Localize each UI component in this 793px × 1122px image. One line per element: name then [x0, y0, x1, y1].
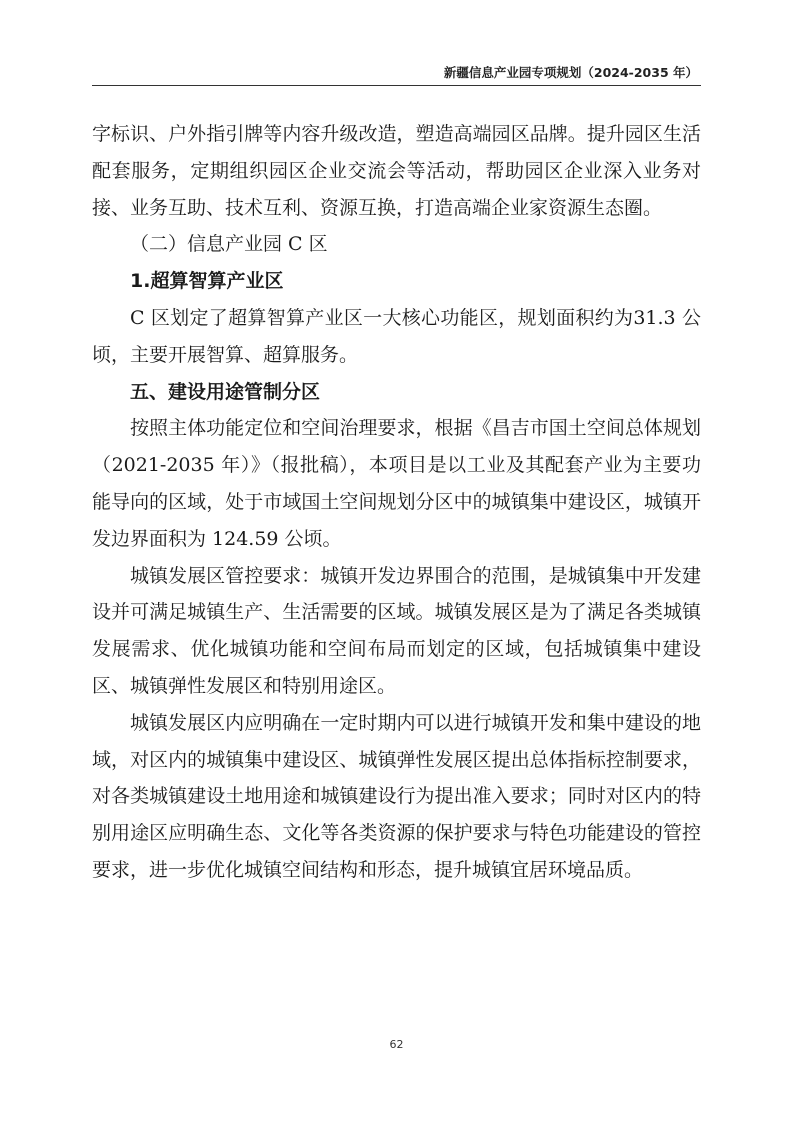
page-number: 62: [389, 1038, 404, 1051]
paragraph-zone-c-description: C 区划定了超算智算产业区一大核心功能区，规划面积约为31.3 公顷，主要开展智算、超算服务。: [92, 306, 701, 366]
chapter-heading-land-use-control: 五、建设用途管制分区: [130, 380, 321, 403]
header-divider: [92, 85, 701, 86]
page-body: [92, 116, 701, 889]
section-heading-zone-c: （二）信息产业园 C 区: [130, 233, 328, 256]
paragraph-control-requirements: 城镇发展区管控要求：城镇开发边界围合的范围，是城镇集中开发建设并可满足城镇生产、生活需要的区域。城镇发展区是为了满足各类城镇发展需求、优化城镇功能和空间布局而划定的区域，包括城镇集中建设区、城镇弹性发展区和特别用途区。: [92, 564, 701, 697]
subsection-heading-computing-zone: 1.超算智算产业区: [130, 270, 284, 293]
paragraph-planning-basis: 按照主体功能定位和空间治理要求，根据《昌吉市国土空间总体规划（2021-2035 年）》（报批稿），本项目是以工业及其配套产业为主要功能导向的区域，处于市域国土空间规划分区中的城镇集中建设区，城镇开发边界面积为 124.59 公顷。: [92, 417, 701, 550]
running-header-title: 新疆信息产业园专项规划（2024-2035 年）: [443, 65, 698, 80]
paragraph-development-zone: 城镇发展区内应明确在一定时期内可以进行城镇开发和集中建设的地域，对区内的城镇集中建设区、城镇弹性发展区提出总体指标控制要求，对各类城镇建设土地用途和城镇建设行为提出准入要求；同时对区内的特别用途区应明确生态、文化等各类资源的保护要求与特色功能建设的管控要求，进一步优化城镇空间结构和形态，提升城镇宜居环境品质。: [92, 711, 701, 881]
paragraph-continued: 字标识、户外指引牌等内容升级改造，塑造高端园区品牌。提升园区生活配套服务，定期组织园区企业交流会等活动，帮助园区企业深入业务对接、业务互助、技术互利、资源互换，打造高端企业家资源生态圈。: [92, 123, 701, 219]
